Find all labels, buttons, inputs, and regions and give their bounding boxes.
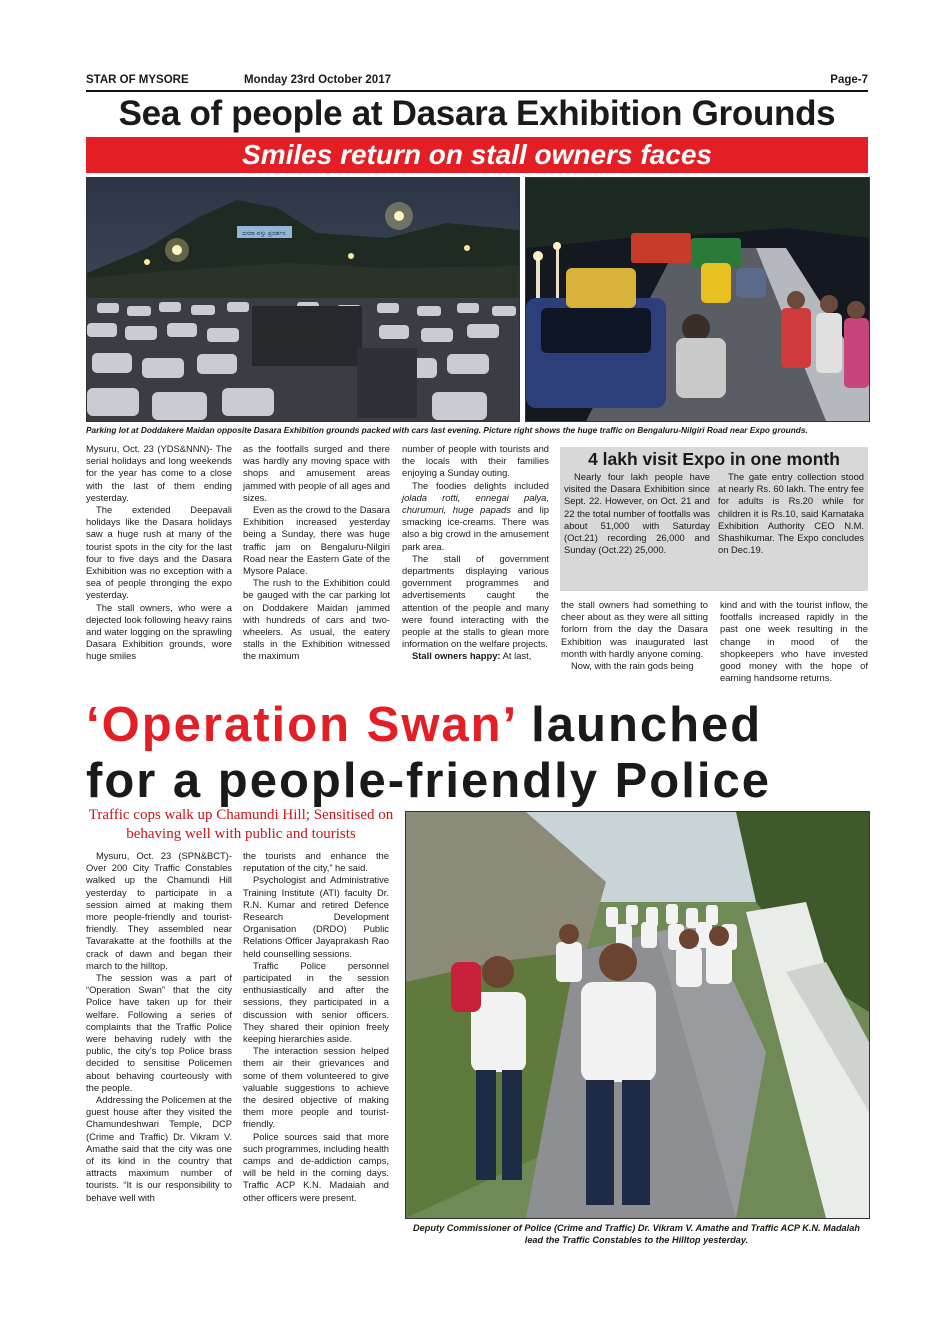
story1-column-2 xyxy=(243,443,390,663)
page-number: Page-7 xyxy=(830,74,868,86)
paper-name: STAR OF MYSORE xyxy=(86,74,189,86)
story2-headline-line2: for a people-friendly Police xyxy=(86,754,771,808)
story1-subhead: Smiles return on stall owners faces xyxy=(86,137,868,173)
story2-headline xyxy=(86,697,868,809)
parking-lot-photo xyxy=(86,177,520,422)
story1-headline: Sea of people at Dasara Exhibition Grounds xyxy=(118,94,836,133)
police-walk-photo xyxy=(405,811,870,1219)
story2-c2-p3: Traffic Police personnel participated in the session enthusiastically and after the sessions, they participated in a discussion with senior officers. They shared their opinion freely keeping hierarchies aside. xyxy=(243,959,389,1045)
masthead xyxy=(86,72,868,92)
story2-c2-p2: Psychologist and Administrative Training Institute (ATI) faculty Dr. R.N. Kumar and retired Defence Research Development Organisation (DRDO) Public Relations Officer Jayaprakash Rao held counselling sessions. xyxy=(243,874,389,959)
story2-column-2 xyxy=(243,850,389,1204)
story1-c1-p2: The extended Deepavali holidays like the Dasara holidays saw a huge rush at many of the tourist spots in the city for the last four to five days and the Dasara Exhibition was no exception with a sea of people thronging the expo yesterday. xyxy=(86,504,232,601)
expo-stats-title: 4 lakh visit Expo in one month xyxy=(588,449,840,469)
story1-c3-p2-a: The foodies delights included xyxy=(412,479,549,491)
story2-deck: Traffic cops walk up Chamundi Hill; Sensitised on behaving well with public and tourists xyxy=(88,807,394,842)
story2-c2-p4: The interaction session helped them air their grievances and some of them volunteered to give valuable suggestions to achieve the desired objective of making them more people and tourist-friendly. xyxy=(243,1045,389,1130)
story1-c3-p2 xyxy=(402,480,549,553)
story1-c3-p4-text: At last, xyxy=(500,650,532,662)
story1-c3-p1: number of people with tourists and the locals with their families enjoying a Sunday outing. xyxy=(402,443,549,479)
story2-column-1 xyxy=(86,850,232,1204)
story2-c2-p1: the tourists and enhance the reputation of the city,” he said. xyxy=(243,850,389,874)
expo-stats-right-text: The gate entry collection stood at nearly Rs. 60 lakh. The entry fee for adults is Rs.20 while for children it is Rs.10, said Karnataka Exhibition Authority CEO N.M. Shashikumar. The Expo concludes on Dec.19. xyxy=(718,471,864,556)
story1-c2-p1: as the footfalls surged and there was hardly any moving space with shops and amusement areas jammed with people of all ages and sizes. xyxy=(243,443,390,503)
story2-headline-red: ‘Operation Swan’ xyxy=(86,698,516,752)
story2-c1-p2: The session was a part of “Operation Swan” that the city Police have taken up for their welfare. Following a series of complaints that the Traffic Police were behaving rudely with the public, the city’s top Police brass decided to sensitise Policemen about behaving courteously with the people. xyxy=(86,972,232,1093)
story1-c3-p3: The stall of government departments displaying various government programmes and advertisements caught the attention of the people and many were found interacting with the people at the stalls to glean more information on the welfare projects. xyxy=(402,552,549,650)
story1-caption: Parking lot at Doddakere Maidan opposite Dasara Exhibition grounds packed with cars last evening. Picture right shows the huge traffic on Bengaluru-Nilgiri Road near Expo grounds. xyxy=(86,425,808,435)
photo-sign-text: ದಸರಾ ವಸ್ತು ಪ್ರದರ್ಶನ xyxy=(242,230,286,237)
story1-column-4 xyxy=(561,599,708,672)
story1-column-5 xyxy=(720,599,868,684)
expo-stats-right xyxy=(718,471,864,556)
story1-column-3 xyxy=(402,443,549,663)
issue-date: Monday 23rd October 2017 xyxy=(244,74,391,86)
story1-c2-p3: The rush to the Exhibition could be gauged with the car parking lot on Doddakere Maidan jammed with hundreds of cars and two-wheelers. As usual, the eatery stalls in the Exhibition witnessed the maximum xyxy=(243,577,390,662)
expo-stats-left-text: Nearly four lakh people have visited the Dasara Exhibition since Sept. 22. However, on Oct. 21 and 22 the total number of footfalls was about 51,000 with Saturday (Oct.21) recording 26,000 and Sunday (Oct.22) 25,000. xyxy=(564,471,710,556)
story1-c1-p3: The stall owners, who were a dejected look following heavy rains and water logging on the sprawling Dasara Exhibition grounds, wore huge smiles xyxy=(86,601,232,662)
story1-c5-p1: kind and with the tourist inflow, the footfalls increased rapidly in the past one week resulting in the change in mood of the shopkeepers who have invested good money with the hope of earning handsome returns. xyxy=(720,599,868,684)
story1-column-1 xyxy=(86,443,232,663)
story1-c4-p1: the stall owners had something to cheer about as they were all sitting forlorn from the day the Dasara Exhibition was inaugurated last month with hardly anyone coming. xyxy=(561,599,708,659)
story1-c1-p1: Mysuru, Oct. 23 (YDS&NNN)- The serial holidays and long weekends for the year has come to a close with the last of them ending yesterday. xyxy=(86,443,232,503)
story2-caption: Deputy Commissioner of Police (Crime and Traffic) Dr. Vikram V. Amathe and Traffic ACP K.N. Madalah lead the Traffic Constables to the Hilltop yesterday. xyxy=(413,1223,860,1246)
story1-c2-p2: Even as the crowd to the Dasara Exhibition increased yesterday being a Sunday, there was huge traffic jam on Bengaluru-Nilgiri Road near the Eastern Gate of the Mysore Palace. xyxy=(243,504,390,577)
story2-headline-part1: launched xyxy=(515,698,763,752)
story2-c2-p5: Police sources said that more such programmes, including health camps and de-addiction camps, will be held in the coming days. Traffic ACP K.N. Madaiah and other officers were present. xyxy=(243,1130,389,1203)
story1-c3-p2-italic: jolada rotti, ennegai palya, churumuri, huge papads xyxy=(402,491,549,516)
story2-c1-p3: Addressing the Policemen at the guest house after they visited the Chamundeshwari Temple, DCP (Crime and Traffic) Dr. Vikram V. Amathe said that the city was one of its kind in the country that attracts maximum number of tourists. “It is our responsibility to behave well with xyxy=(86,1094,232,1203)
story1-c4-p2: Now, with the rain gods being xyxy=(571,660,694,672)
story1-c3-p2-b: and lip smacking ice-creams. There was also a big crowd in the amusement park area. xyxy=(402,504,549,552)
traffic-photo xyxy=(525,177,870,422)
expo-stats-left xyxy=(564,471,710,556)
expo-stats-box xyxy=(560,447,868,591)
story1-c3-p4 xyxy=(402,650,549,662)
story2-c1-p1: Mysuru, Oct. 23 (SPN&BCT)- Over 200 City Traffic Constables walked up the Chamundi Hill yesterday to participate in a session aimed at making them more people-friendly and tourist-friendly. They assembled near Tavarakatte at the foothills at the crack of dawn and began their march to the hilltop. xyxy=(86,850,232,971)
stall-owners-subhead: Stall owners happy: xyxy=(412,650,501,662)
